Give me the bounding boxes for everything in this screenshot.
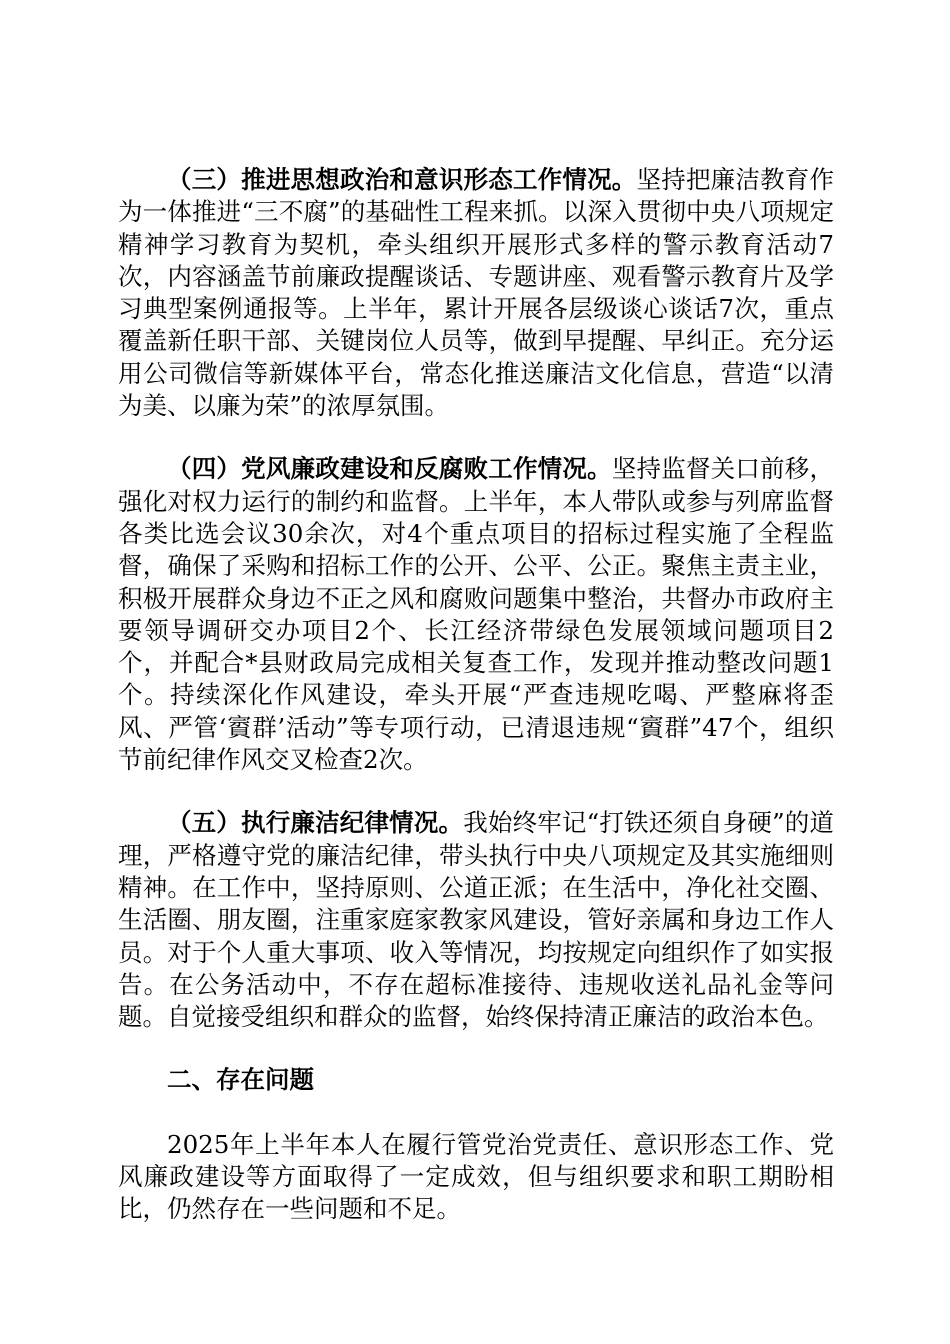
paragraph-body: 我始终牢记“打铁还须自身硬”的道理，严格遵守党的廉洁纪律，带头执行中央八项规定及其实施细则精神。在工作中，坚持原则、公道正派；在生活中，净化社交圈、生活圈、朋友圈，注重家庭家教家风建设，管好亲属和身边工作人员。对于个人重大事项、收入等情况，均按规定向组织作了如实报告。在公务活动中，不存在超标准接待、违规收送礼品礼金等问题。自觉接受组织和群众的监督，始终保持清正廉洁的政治本色。 (118, 808, 834, 1032)
paragraph-existing-problems: 2025年上半年本人在履行管党治党责任、意识形态工作、党风廉政建设等方面取得了一定成效，但与组织要求和职工期盼相比，仍然存在一些问题和不足。 (118, 1129, 834, 1224)
paragraph-body: 坚持监督关口前移，强化对权力运行的制约和监督。上半年，本人带队或参与列席监督各类比选会议30余次，对4个重点项目的招标过程实施了全程监督，确保了采购和招标工作的公开、公平、公正。聚焦主责主业，积极开展群众身边不正之风和腐败问题集中整治，共督办市政府主要领导调研交办项目2个、长江经济带绿色发展领域问题项目2个，并配合*县财政局完成相关复查工作，发现并推动整改问题1个。持续深化作风建设，牵头开展“严查违规吃喝、严整麻将歪风、严管‘賨群’活动”等专项行动，已清退违规“賨群”47个，组织节前纪律作风交叉检查2次。 (118, 454, 835, 775)
section-heading: 二、存在问题 (167, 1065, 314, 1095)
paragraph-anti-corruption-work (118, 453, 834, 776)
paragraph-lead-heading: （三）推进思想政治和意识形态工作情况。 (167, 165, 637, 194)
paragraph-ideology-work (118, 164, 834, 422)
paragraph-body: 坚持把廉洁教育作为一体推进“三不腐”的基础性工程来抓。以深入贯彻中央八项规定精神学习教育为契机，牵头组织开展形式多样的警示教育活动7次，内容涵盖节前廉政提醒谈话、专题讲座、观看警示教育片及学习典型案例通报等。上半年，累计开展各层级谈心谈话7次，重点覆盖新任职干部、关键岗位人员等，做到早提醒、早纠正。充分运用公司微信等新媒体平台，常态化推送廉洁文化信息，营造“以清为美、以廉为荣”的浓厚氛围。 (118, 165, 835, 421)
paragraph-integrity-discipline (118, 807, 834, 1033)
document-page (118, 164, 834, 1226)
paragraph-lead-heading: （四）党风廉政建设和反腐败工作情况。 (167, 454, 612, 484)
paragraph-lead-heading: （五）执行廉洁纪律情况。 (167, 808, 464, 838)
